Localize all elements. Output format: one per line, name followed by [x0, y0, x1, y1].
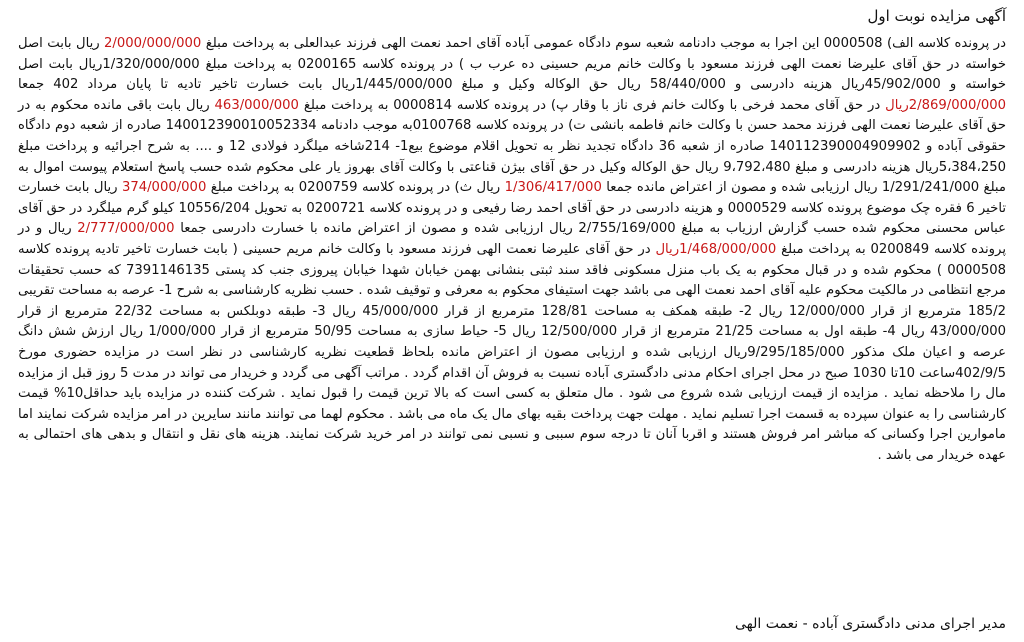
highlighted-amount: 2/777/000/000 — [77, 221, 175, 237]
notice-body — [18, 34, 1006, 466]
notice-signature: مدیر اجرای مدنی دادگستری آباده - نعمت الهی — [734, 616, 1006, 632]
notice-text-segment: ریال بابت باقی مانده محکوم به در حق آقای علیرضا نعمت الهی فرزند محمد حسن با وکالت خانم فاطمه بانشی ت) در پرونده کلاسه 0100768به موجب دادنامه 14001239001005233‌4 صادره از شعبه دوم دادگاه حقوقی آباده و 140112390004909902 صادره از شعبه 36 دادگاه تجدید نظر به تحویل اقلام موضوع بیع1- 214شاخه میلگرد فولادی 12 و .... به شرح اجرائیه و پرداخت مبلغ 5،384،250ریال هزینه دادرسی و مبلغ 9،792،480 ریال حق الوکاله وکیل در حق آقای بیژن قناعتی با وکالت آقای بهروز یار علی محکوم شده حسب پاسخ استعلام پیوست اموال به مبلغ 1/291/241/000 ریال ارزیابی شده و مصون از اعتراض مانده جمعا — [18, 97, 1006, 196]
highlighted-amount: 1/306/417/000 — [504, 180, 602, 196]
notice-text-segment: در حق آقای علیرضا نعمت الهی فرزند مسعود با وکالت خانم مریم حسینی ( بابت خسارت تاخیر تادیه پرونده کلاسه 0000508 ) محکوم شده و در قبال محکوم به یک باب منزل مسکونی فاقد سند ثبتی بنشانی بهمن خیابان شهدا خیابان پیروزی جنب کد پستی 7391146135 که حسب تحقیقات مرجع انتظامی در مالکیت محکوم علیه آقای احمد نعمت الهی می باشد جهت استیفای محکوم به معرفی و توقیف شده . حسب نظریه کارشناسی به شرح 1- عرصه به مساحت تقریبی 185/2 مترمربع از قرار 12/000/000 ریال 2- طبقه همکف به مساحت 128/81 مترمربع از قرار 45/000/000 ریال 3- طبقه دوبلکس به مساحت 22/32 مترمربع از قرار 43/000/000 ریال 4- طبقه اول به مساحت 21/25 مترمربع از قرار 12/500/000 ریال 5- حیاط سازی به مساحت 50/95 مترمربع از قرار 1/000/000 ریال ارزش شش دانگ عرصه و اعیان ملک مذکور 9/295/185/000ریال ارزیابی شده و ارزیابی مصون از اعتراض مانده بلحاظ قطعیت نظریه کارشناسی در نظر است در مزایده حضوری مورخ 402/9/5ساعت 10تا 1030 صبح در محل اجرای احکام مدنی دادگستری آباده نسبت به فروش آن اقدام گردد . مراتب آگهی می گردد و خریدار می تواند در مدت 5 روز قبل از مزایده مال را ملاحظه نماید . مزایده از قیمت ارزیابی شده شروع می شود . مال متعلق به کسی است که بالا ترین قیمت را قبول نماید . شرکت کننده در مزایده باید حداقل10% قیمت کارشناسی را به عنوان سپرده به قسمت اجرا تسلیم نماید . مهلت جهت پرداخت بقیه بهای مال یک ماه می باشد . محکوم لهما می توانند مانند سایرین در امر مزایده شرکت نمایند اما ماموارین اجرا وکسانی که مباشر امر فروش هستند و اقربا آنان تا درجه سوم سببی و نسبی نمی توانند در امر خرید شرکت نمایند. هزینه های نقل و انتقال و بدهی های احتمالی به عهده خریدار می باشد . — [18, 241, 1007, 463]
highlighted-amount: 374/000/000 — [121, 180, 207, 196]
notice-text-segment: در پرونده کلاسه الف) 0000508 این اجرا به موجب دادنامه شعبه سوم دادگاه عمومی آباده آقای احمد نعمت الهی فرزند عبدالعلی به پرداخت مبلغ — [201, 36, 1006, 51]
notice-text-segment: ریال ث) در پرونده کلاسه 0200759 به پرداخت مبلغ — [206, 180, 505, 196]
notice-text-segment: ریال بابت خسارت تاخیر 6 فقره چک موضوع پرونده کلاسه 0000529 و هزینه دادرسی در حق آقای احمد رضا رفیعی و در پرونده کلاسه 0200721 به تحویل 10556/204 کیلو گرم میلگرد در حق آقای عباس محسنی محکوم شده حسب گزارش ارزیاب به مبلغ 2/755/169/000 ریال ارزیابی شده و مصون از اعتراض مانده با خسارت دادرسی جمعا — [18, 180, 1007, 237]
notice-text-segment: ریال بابت اصل خواسته در حق آقای علیرضا نعمت الهی فرزند مسعود با وکالت خانم مریم حسینی ده عرب ب ) در پرونده کلاسه 0200165 به پرداخت مبلغ 1/320/000/000ریال بابت اصل خواسته و 45/902/000ریال هزینه دادرسی و 58/440/000 ریال حق الوکاله وکیل و مبلغ 1/445/000/000ریال بابت خسارت تاخیر تادیه تا پایان مرداد 402 جمعا — [18, 36, 1006, 93]
notice-title: آگهی مزایده نوبت اول — [867, 7, 1006, 25]
notice-text-segment: در حق آقای محمد فرخی با وکالت خانم فری ناز با وقار پ) در پرونده کلاسه 0000814 به پرداخت مبلغ — [298, 97, 886, 113]
highlighted-amount: 2/000/000/000 — [104, 36, 202, 51]
notice-text-segment: ریال و در پرونده کلاسه 0200849 به پرداخت مبلغ — [18, 221, 1006, 257]
highlighted-amount: 2/869/000/000ریال — [885, 97, 1006, 113]
highlighted-amount: 463/000/000 — [214, 97, 299, 113]
highlighted-amount: 1/468/000/000ریال — [655, 241, 777, 257]
